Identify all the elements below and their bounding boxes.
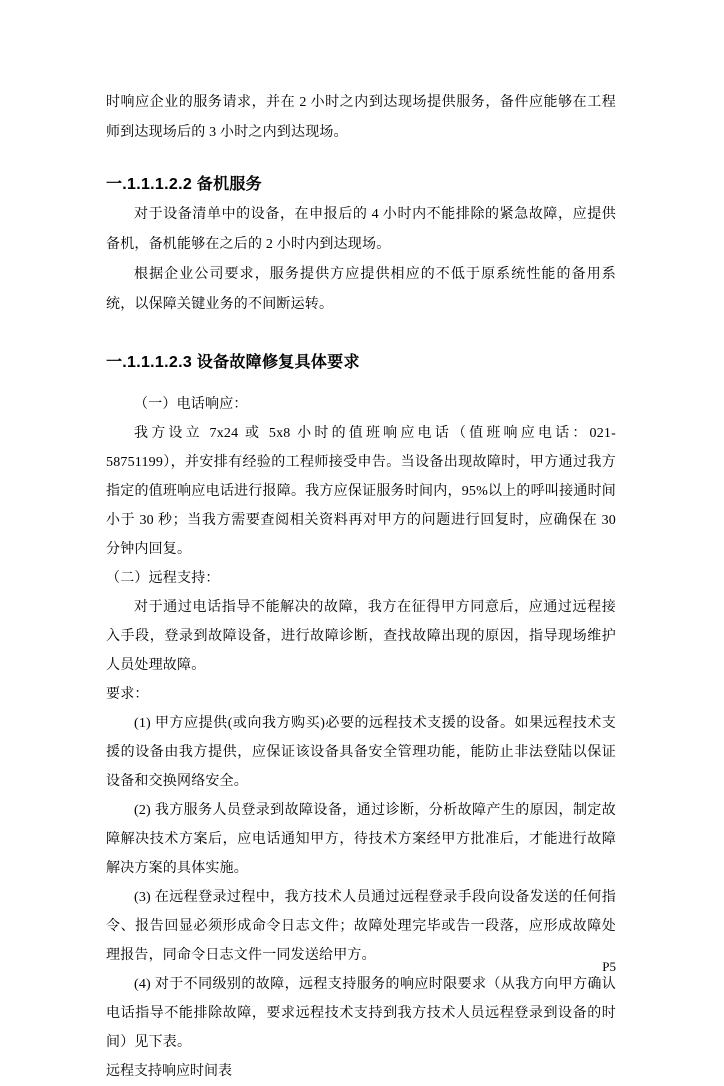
remote-support-paragraph: 对于通过电话指导不能解决的故障，我方在征得甲方同意后，应通过远程接入手段，登录到故障设备，进行故障诊断，查找故障出现的原因，指导现场维护人员处理故障。 [106, 600, 616, 673]
requirement-item-4: (4) 对于不同级别的故障，远程支持服务的响应时限要求（从我方向甲方确认电话指导不能排除故障，要求远程技术支持到我方技术人员远程登录到设备的时间）见下表。 [106, 977, 616, 1050]
intro-paragraph: 时响应企业的服务请求，并在 2 小时之内到达现场提供服务，备件应能够在工程师到达现场后的 3 小时之内到达现场。 [106, 95, 616, 140]
remote-support-label: （二）远程支持： [106, 571, 220, 586]
repair-section-body [106, 390, 616, 1086]
backup-paragraph-2: 根据企业公司要求，服务提供方应提供相应的不低于原系统性能的备用系统，以保障关键业务的不间断运转。 [106, 267, 616, 312]
backup-paragraph-1: 对于设备清单中的设备，在申报后的 4 小时内不能排除的紧急故障，应提供备机，备机能够在之后的 2 小时内到达现场。 [106, 207, 616, 252]
heading-backup-service: 一.1.1.1.2.2 备机服务 [106, 176, 262, 193]
requirement-item-2: (2) 我方服务人员登录到故障设备，通过诊断，分析故障产生的原因，制定故障解决技术方案后，应电话通知甲方，待技术方案经甲方批准后，才能进行故障解决方案的具体实施。 [106, 803, 616, 876]
requirement-item-1: (1) 甲方应提供(或向我方购买)必要的远程技术支援的设备。如果远程技术支援的设备由我方提供，应保证该设备具备安全管理功能，能防止非法登陆以保证设备和交换网络安全。 [106, 716, 616, 789]
response-time-table-caption: 远程支持响应时间表 [106, 1064, 232, 1079]
document-content [106, 88, 616, 1086]
requirements-label: 要求： [106, 687, 149, 702]
requirement-item-3: (3) 在远程登录过程中，我方技术人员通过远程登录手段向设备发送的任何指令、报告回显必须形成命令日志文件；故障处理完毕或告一段落，应形成故障处理报告，同命令日志文件一同发送给甲方。 [106, 890, 616, 963]
phone-response-label: （一）电话响应： [134, 397, 248, 412]
page-number: P5 [602, 959, 616, 974]
phone-response-paragraph: 我方设立 7x24 或 5x8 小时的值班响应电话（值班响应电话：021-58751199），并安排有经验的工程师接受申告。当设备出现故障时，甲方通过我方指定的值班响应电话进行报障。我方应保证服务时间内，95%以上的呼叫接通时间小于 30 秒；当我方需要查阅相关资料再对甲方的问题进行回复时，应确保在 30 分钟内回复。 [106, 426, 616, 557]
heading-repair-requirements: 一.1.1.1.2.3 设备故障修复具体要求 [106, 354, 360, 371]
